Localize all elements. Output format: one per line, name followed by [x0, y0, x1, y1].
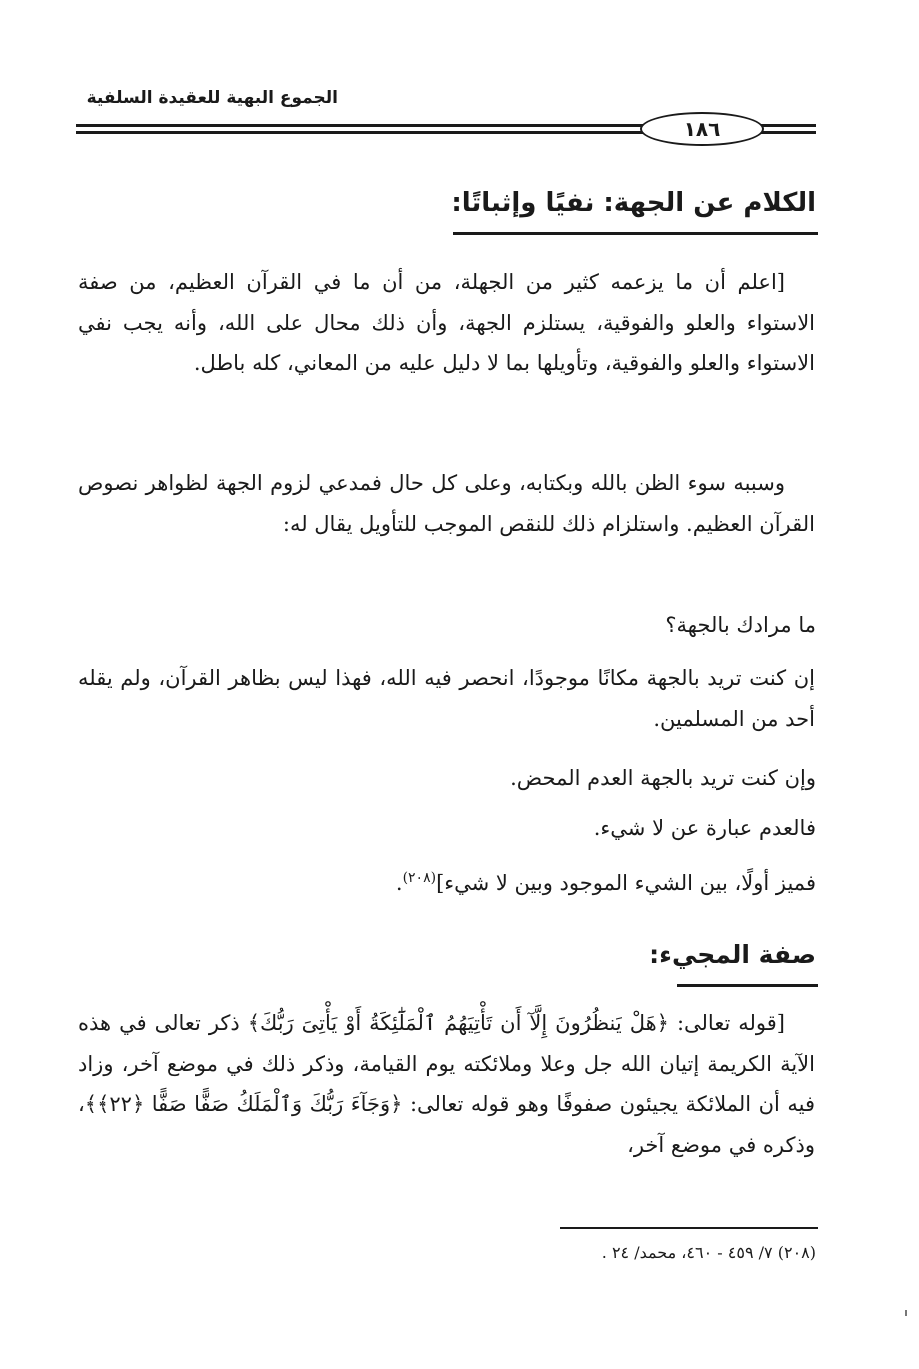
scan-mark — [905, 1310, 907, 1316]
paragraph-verse: [قوله تعالى: ﴿هَلْ يَنظُرُونَ إِلَّآ أَن تَأْتِيَهُمُ ٱلْمَلَٰٓئِكَةُ أَوْ يَأْتِىَ رَبُّكَ﴾ ذكر تعالى في هذه الآية الكريمة إتيان الله جل وعلا وملائكته يوم القيامة، وذكر ذلك في موضع آخر، وزاد فيه أن الملائكة يجيئون صفوفًا وهو قوله تعالى: ﴿وَجَآءَ رَبُّكَ وَٱلْمَلَكُ صَفًّا صَفًّا ﴿٢٢﴾﴾، وذكره في موضع آخر، — [78, 1011, 815, 1157]
footnote: (٢٠٨) ٧/ ٤٥٩ - ٤٦٠، محمد/ ٢٤ . — [601, 1243, 816, 1262]
section-heading-coming: صفة المجيء: — [649, 940, 816, 969]
heading-underline — [677, 984, 818, 987]
line-distinguish-end: . — [395, 871, 403, 895]
heading-underline — [453, 232, 818, 235]
page-number: ١٨٦ — [640, 112, 764, 146]
footnote-separator — [560, 1227, 818, 1229]
paragraph-place: إن كنت تريد بالجهة مكانًا موجودًا، انحصر فيه الله، فهذا ليس بظاهر القرآن، ولم يقله أحد من المسلمين. — [78, 666, 815, 731]
question-line: ما مرادك بالجهة؟ — [665, 613, 816, 637]
running-header-title: الجموع البهية للعقيدة السلفية — [86, 88, 338, 108]
line-nothingness: وإن كنت تريد بالجهة العدم المحض. — [510, 766, 816, 790]
line-distinguish-text: فميز أولًا، بين الشيء الموجود وبين لا شيء] — [436, 871, 816, 895]
footnote-reference: (٢٠٨) — [402, 870, 437, 886]
line-distinguish — [396, 858, 816, 904]
paragraph-reason: وسببه سوء الظن بالله وبكتابه، وعلى كل حال فمدعي لزوم الجهة لظواهر نصوص القرآن العظيم. واستلزام ذلك للنقص الموجب للتأويل يقال له: — [78, 471, 815, 536]
line-definition: فالعدم عبارة عن لا شيء. — [593, 816, 816, 840]
section-heading-direction: الكلام عن الجهة: نفيًا وإثباتًا: — [451, 188, 816, 218]
paragraph-intro: [اعلم أن ما يزعمه كثير من الجهلة، من أن ما في القرآن العظيم، من صفة الاستواء والعلو والفوقية، يستلزم الجهة، وأن ذلك محال على الله، وأنه يجب نفي الاستواء والعلو والفوقية، وتأويلها بما لا دليل عليه من المعاني، كله باطل. — [78, 270, 815, 375]
